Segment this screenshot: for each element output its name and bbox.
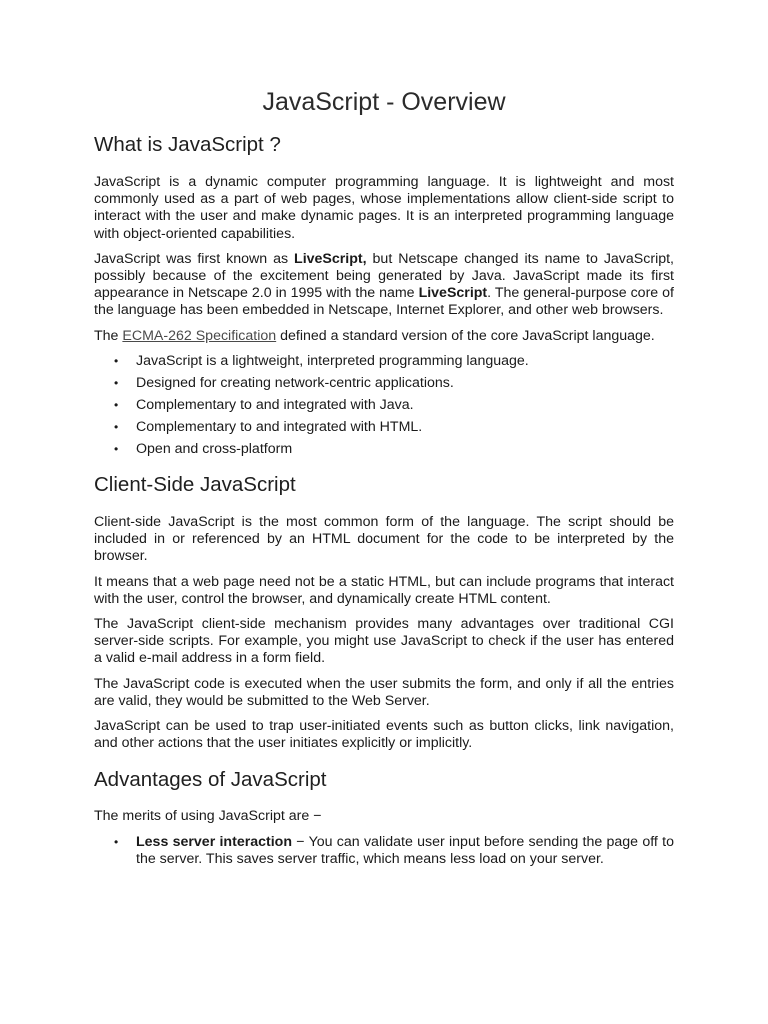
paragraph-client-3: The JavaScript client-side mechanism provides many advantages over traditional CGI server-side scripts. For example, you might use JavaScript to check if the user has entered a valid e-mail address in a form field. [94, 616, 674, 667]
paragraph-client-1: Client-side JavaScript is the most common form of the language. The script should be included in or referenced by an HTML document for the code to be interpreted by the browser. [94, 514, 674, 565]
text-run: but Netscape changed its name to JavaScript, possibly because of the excitement being generated by Java. JavaScript made its first appearance in Netscape 2.0 in 1995 with the name [94, 250, 674, 302]
bullet-icon: • [114, 834, 119, 849]
bold-livescript: LiveScript [418, 285, 488, 302]
text-run: . The general-purpose core of the language has been embedded in Netscape, Internet Explorer, and other web browsers. [94, 285, 674, 319]
text-run: The [94, 327, 123, 344]
list-item [94, 441, 674, 458]
list-item-text: − You can validate user input before sending the page off to the server. This saves server traffic, which means less load on your server. [136, 833, 674, 867]
list-item [94, 419, 674, 436]
text-run: JavaScript was first known as [94, 250, 295, 267]
paragraph-client-5: JavaScript can be used to trap user-initiated events such as button clicks, link navigation, and other actions that the user initiates explicitly or implicitly. [94, 718, 674, 752]
list-item-text: Open and cross-platform [136, 440, 293, 457]
paragraph-client-2: It means that a web page need not be a static HTML, but can include programs that interact with the user, control the browser, and dynamically create HTML content. [94, 573, 674, 607]
list-item [94, 834, 674, 868]
advantages-list [94, 834, 674, 868]
paragraph-what-3 [94, 328, 674, 345]
bullet-icon: • [114, 375, 119, 390]
bullet-icon: • [114, 419, 119, 434]
list-item-text: Complementary to and integrated with HTML. [136, 418, 423, 435]
bullet-icon: • [114, 353, 119, 368]
page-title: JavaScript - Overview [262, 88, 506, 116]
list-item [94, 397, 674, 414]
bullet-icon: • [114, 397, 119, 412]
paragraph-client-4: The JavaScript code is executed when the user submits the form, and only if all the entries are valid, they would be submitted to the Web Server. [94, 675, 674, 709]
paragraph-what-1: JavaScript is a dynamic computer programming language. It is lightweight and most commonly used as a part of web pages, whose implementations allow client-side script to interact with the user and make dynamic pages. It is an interpreted programming language with object-oriented capabilities. [94, 174, 674, 242]
bullet-icon: • [114, 441, 119, 456]
paragraph-advantages-intro: The merits of using JavaScript are − [94, 808, 322, 825]
heading-advantages-of-javascript: Advantages of JavaScript [94, 768, 327, 792]
javascript-features-list [94, 353, 674, 458]
bold-livescript: LiveScript, [294, 250, 367, 267]
heading-client-side-javascript: Client-Side JavaScript [94, 473, 296, 497]
list-item-text: Designed for creating network-centric applications. [136, 374, 454, 391]
bold-less-server-interaction: Less server interaction [136, 833, 293, 850]
heading-what-is-javascript: What is JavaScript ? [94, 133, 281, 156]
list-item [94, 353, 674, 370]
list-item [94, 375, 674, 392]
list-item-text: Complementary to and integrated with Java. [136, 396, 414, 413]
text-run: defined a standard version of the core JavaScript language. [276, 327, 655, 344]
paragraph-what-2 [94, 251, 674, 320]
list-item-text: JavaScript is a lightweight, interpreted programming language. [136, 352, 529, 369]
ecma-262-specification-link[interactable]: ECMA-262 Specification [122, 327, 277, 344]
